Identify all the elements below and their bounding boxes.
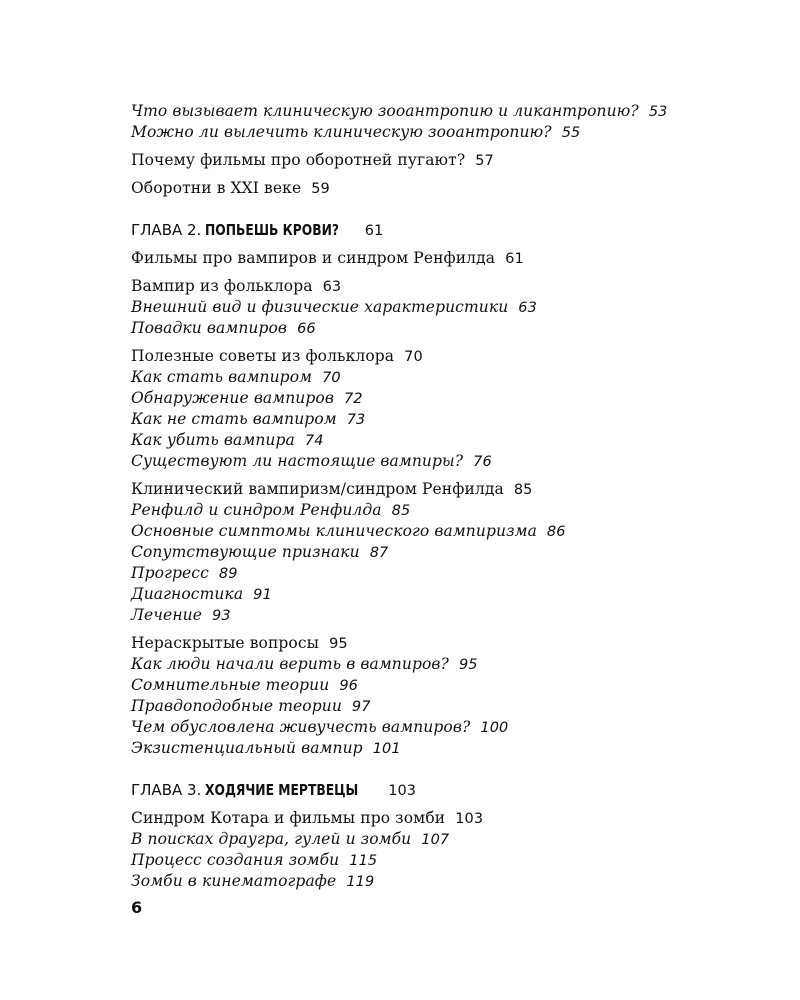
entry-page: 59 bbox=[311, 181, 330, 197]
entry-title: Диагностика bbox=[131, 585, 244, 603]
entry-page: 95 bbox=[458, 657, 478, 673]
entry-page: 107 bbox=[421, 832, 450, 848]
toc-section bbox=[131, 248, 751, 269]
chapter-label: ГЛАВА 3. bbox=[131, 781, 202, 799]
toc-section bbox=[131, 346, 751, 367]
entry-page: 53 bbox=[648, 104, 668, 120]
entry-title: Нераскрытые вопросы bbox=[131, 634, 320, 652]
entry-title: Чем обусловлена живучесть вампиров? bbox=[131, 718, 471, 736]
entry-title: Можно ли вылечить клиническую зооантропию? bbox=[131, 123, 552, 141]
entry-page: 103 bbox=[455, 811, 484, 827]
toc-entry bbox=[131, 521, 751, 542]
toc-section bbox=[131, 479, 751, 500]
entry-title: Как не стать вампиром bbox=[131, 410, 337, 428]
entry-title: Экзистенциальный вампир bbox=[131, 739, 363, 757]
entry-page: 96 bbox=[339, 678, 358, 694]
toc-entry bbox=[131, 297, 751, 318]
toc-entry bbox=[131, 654, 751, 675]
toc-section bbox=[131, 276, 751, 297]
toc-entry bbox=[131, 318, 751, 339]
toc-entry bbox=[131, 829, 751, 850]
entry-page: 57 bbox=[475, 153, 494, 169]
entry-title: Лечение bbox=[131, 606, 202, 624]
toc-entry bbox=[131, 738, 751, 759]
entry-title: Зомби в кинематографе bbox=[131, 872, 337, 890]
toc-entry bbox=[131, 850, 751, 871]
entry-title: Что вызывает клиническую зооантропию и ликантропию? bbox=[131, 102, 639, 120]
toc-entry bbox=[131, 409, 751, 430]
entry-title: Обнаружение вампиров bbox=[131, 389, 334, 407]
toc-entry bbox=[131, 696, 751, 717]
toc-section bbox=[131, 633, 751, 654]
entry-title: Основные симптомы клинического вампиризма bbox=[131, 522, 537, 540]
toc-entry bbox=[131, 451, 751, 472]
entry-title: Полезные советы из фольклора bbox=[131, 347, 395, 365]
entry-title: Прогресс bbox=[131, 564, 209, 582]
toc-entry bbox=[131, 871, 751, 892]
entry-title: Процесс создания зомби bbox=[131, 851, 340, 869]
toc-entry bbox=[131, 430, 751, 451]
entry-page: 86 bbox=[546, 524, 566, 540]
entry-page: 85 bbox=[391, 503, 411, 519]
entry-title: Клинический вампиризм/синдром Ренфилда bbox=[131, 480, 504, 498]
entry-title: В поисках драугра, гулей и зомби bbox=[131, 830, 412, 848]
entry-title: Синдром Котара и фильмы про зомби bbox=[131, 809, 446, 827]
entry-page: 66 bbox=[297, 321, 316, 337]
entry-page: 73 bbox=[346, 412, 366, 428]
toc-entry bbox=[131, 584, 751, 605]
entry-page: 89 bbox=[218, 566, 238, 582]
entry-title: Фильмы про вампиров и синдром Ренфилда bbox=[131, 249, 496, 267]
entry-page: 72 bbox=[343, 391, 363, 407]
page-number: 6 bbox=[131, 898, 143, 917]
chapter-title: ХОДЯЧИЕ МЕРТВЕЦЫ bbox=[205, 781, 359, 799]
entry-page: 70 bbox=[404, 349, 423, 365]
entry-page: 74 bbox=[304, 433, 324, 449]
chapter-label: ГЛАВА 2. bbox=[131, 221, 202, 239]
entry-title: Правдоподобные теории bbox=[131, 697, 342, 715]
entry-page: 100 bbox=[480, 720, 509, 736]
entry-title: Сопутствующие признаки bbox=[131, 543, 360, 561]
entry-title: Внешний вид и физические характеристики bbox=[131, 298, 509, 316]
entry-page: 76 bbox=[473, 454, 492, 470]
toc-entry bbox=[131, 563, 751, 584]
toc-section bbox=[131, 178, 751, 199]
entry-title: Вампир из фольклора bbox=[131, 277, 313, 295]
entry-page: 115 bbox=[349, 853, 378, 869]
toc-entry bbox=[131, 542, 751, 563]
entry-page: 85 bbox=[513, 482, 533, 498]
entry-page: 61 bbox=[505, 251, 524, 267]
entry-page: 95 bbox=[329, 636, 348, 652]
entry-page: 101 bbox=[372, 741, 401, 757]
toc-section bbox=[131, 150, 751, 171]
entry-page: 55 bbox=[561, 125, 581, 141]
entry-page: 70 bbox=[322, 370, 341, 386]
entry-page: 87 bbox=[369, 545, 389, 561]
entry-title: Существуют ли настоящие вампиры? bbox=[131, 452, 464, 470]
entry-page: 93 bbox=[212, 608, 231, 624]
toc-entry bbox=[131, 367, 751, 388]
entry-page: 119 bbox=[346, 874, 375, 890]
toc-entry bbox=[131, 605, 751, 626]
chapter-3-heading bbox=[131, 779, 751, 801]
chapter-2-heading bbox=[131, 219, 751, 241]
toc-entry bbox=[131, 101, 751, 122]
entry-title: Оборотни в XXI веке bbox=[131, 179, 302, 197]
entry-title: Как убить вампира bbox=[131, 431, 295, 449]
entry-title: Сомнительные теории bbox=[131, 676, 330, 694]
toc-section bbox=[131, 808, 751, 829]
entry-page: 63 bbox=[322, 279, 342, 295]
toc-entry bbox=[131, 388, 751, 409]
chapter-title: ПОПЬЕШЬ КРОВИ? bbox=[205, 221, 340, 239]
entry-title: Как стать вампиром bbox=[131, 368, 313, 386]
toc-entry bbox=[131, 122, 751, 143]
entry-page: 91 bbox=[253, 587, 272, 603]
entry-page: 63 bbox=[518, 300, 537, 316]
toc-entry bbox=[131, 500, 751, 521]
toc-entry bbox=[131, 717, 751, 738]
toc-entry bbox=[131, 675, 751, 696]
chapter-page: 61 bbox=[364, 223, 384, 239]
entry-title: Ренфилд и синдром Ренфилда bbox=[131, 501, 382, 519]
entry-title: Как люди начали верить в вампиров? bbox=[131, 655, 449, 673]
chapter-page: 103 bbox=[388, 783, 416, 799]
table-of-contents bbox=[131, 101, 751, 892]
entry-title: Почему фильмы про оборотней пугают? bbox=[131, 151, 466, 169]
entry-page: 97 bbox=[351, 699, 371, 715]
entry-title: Повадки вампиров bbox=[131, 319, 288, 337]
